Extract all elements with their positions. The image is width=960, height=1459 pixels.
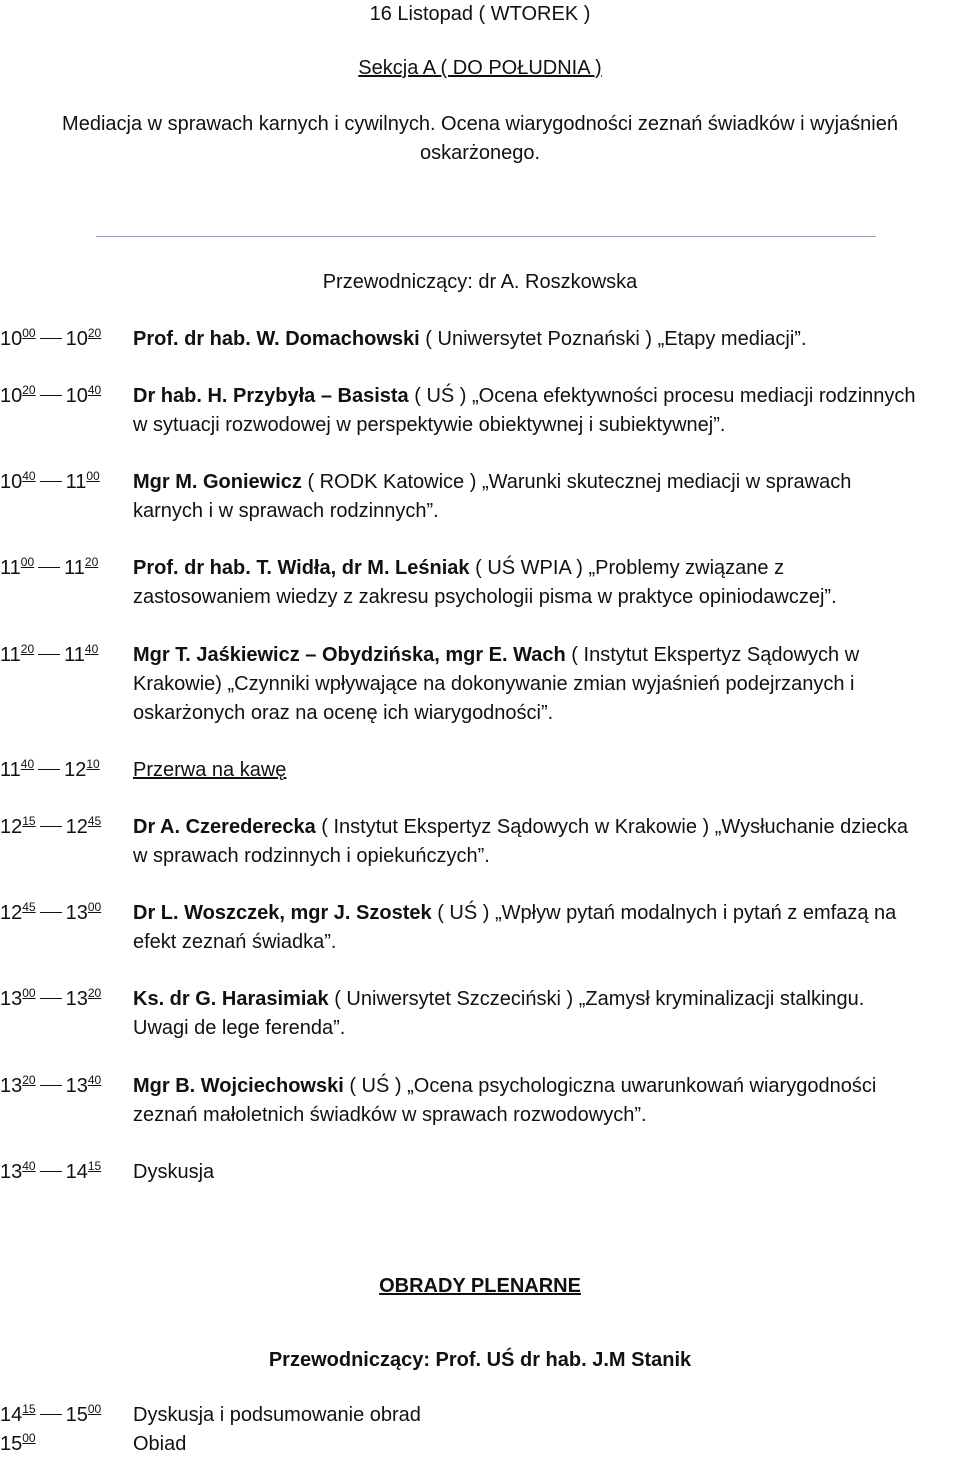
talk-line — [133, 411, 960, 440]
time-range — [0, 468, 130, 497]
time-range — [0, 1430, 130, 1459]
talk-details — [133, 1072, 960, 1130]
speaker-name: Dr A. Czerederecka — [133, 816, 316, 838]
end-hour: 15 — [65, 1404, 88, 1426]
time-dash — [40, 338, 62, 339]
end-minutes: 10 — [86, 757, 100, 771]
time-range — [0, 899, 130, 928]
speaker-name: Ks. dr G. Harasimiak — [133, 988, 329, 1010]
talk-title-cont: Uwagi de lege ferenda”. — [133, 1017, 346, 1039]
time-range — [0, 1072, 130, 1101]
plenary-item-text: Dyskusja i podsumowanie obrad — [133, 1404, 421, 1426]
start-hour: 13 — [0, 1161, 23, 1183]
start-minutes: 20 — [20, 642, 35, 656]
start-hour: 11 — [0, 644, 21, 666]
talk-title-cont: oskarżonych oraz na ocenę ich wiarygodności”. — [133, 702, 554, 724]
speaker-name: Mgr T. Jaśkiewicz – Obydzińska, mgr E. Wach — [133, 644, 566, 666]
time-dash — [40, 481, 62, 482]
time-range — [0, 756, 130, 785]
end-minutes: 40 — [87, 1073, 102, 1087]
time-range — [0, 325, 130, 354]
talk-title-cont: zeznań małoletnich świadków w sprawach rozwodowych”. — [133, 1104, 647, 1126]
start-hour: 10 — [0, 328, 23, 350]
time-range — [0, 1158, 130, 1187]
time-dash — [40, 826, 62, 827]
talk-title-cont: w sprawach rodzinnych i opiekuńczych”. — [133, 845, 490, 867]
talk-line — [133, 468, 960, 497]
talk-title-cont: efekt zeznań świadka”. — [133, 931, 337, 953]
speaker-name: Dr hab. H. Przybyła – Basista — [133, 385, 409, 407]
end-hour: 12 — [64, 759, 87, 781]
talk-title: ( UŚ WPIA ) „Problemy związane z — [475, 557, 785, 579]
start-minutes: 20 — [22, 383, 36, 397]
start-hour: 10 — [0, 471, 23, 493]
talk-title-cont: Krakowie) „Czynniki wpływające na dokonywanie zmian wyjaśnień podejrzanych i — [133, 673, 855, 695]
end-hour: 14 — [65, 1161, 88, 1183]
divider-line — [96, 236, 876, 237]
talk-line — [133, 1072, 960, 1101]
end-hour: 13 — [65, 988, 88, 1010]
talk-line — [133, 497, 960, 526]
time-range — [0, 813, 130, 842]
talk-line — [133, 899, 960, 928]
talk-line — [133, 1014, 960, 1043]
talk-line — [133, 1101, 960, 1130]
talk-line — [133, 1158, 960, 1187]
talk-line — [133, 928, 960, 957]
end-hour: 13 — [65, 902, 88, 924]
talk-title: ( Uniwersytet Poznański ) „Etapy mediacji”. — [425, 328, 807, 350]
start-minutes: 15 — [22, 1402, 36, 1416]
end-minutes: 20 — [87, 326, 102, 340]
talk-title: ( Uniwersytet Szczeciński ) „Zamysł kryminalizacji stalkingu. — [334, 988, 865, 1010]
talk-details — [133, 554, 960, 612]
start-minutes: 40 — [20, 757, 35, 771]
start-minutes: 00 — [22, 326, 36, 340]
page-date-heading: 16 Listopad ( WTOREK ) — [369, 3, 591, 25]
time-dash — [40, 998, 62, 999]
start-hour: 15 — [0, 1433, 23, 1455]
start-minutes: 15 — [22, 814, 36, 828]
start-hour: 12 — [0, 902, 23, 924]
time-dash — [40, 912, 62, 913]
end-minutes: 20 — [84, 555, 99, 569]
time-dash — [40, 1085, 62, 1086]
talk-line — [133, 842, 960, 871]
section-heading: Sekcja A ( DO POŁUDNIA ) — [358, 57, 602, 79]
plenary-item-text: Obiad — [133, 1433, 187, 1455]
start-minutes: 20 — [22, 1073, 36, 1087]
talk-details — [133, 1158, 960, 1187]
talk-line — [133, 583, 960, 612]
start-minutes: 00 — [20, 555, 35, 569]
speaker-name: Mgr M. Goniewicz — [133, 471, 302, 493]
talk-title-cont: w sytuacji rozwodowej w perspektywie obiektywnej i subiektywnej”. — [133, 414, 726, 436]
speaker-name: Mgr B. Wojciechowski — [133, 1075, 344, 1097]
plenary-chair: Przewodniczący: Prof. UŚ dr hab. J.M Stanik — [268, 1349, 692, 1371]
talk-title: Przerwa na kawę — [133, 759, 287, 781]
start-hour: 10 — [0, 385, 23, 407]
end-minutes: 00 — [87, 1402, 102, 1416]
start-minutes: 40 — [22, 1159, 36, 1173]
start-minutes: 00 — [22, 986, 36, 1000]
time-dash — [38, 567, 60, 568]
talk-line — [133, 699, 960, 728]
talk-line — [133, 670, 960, 699]
start-hour: 13 — [0, 1075, 23, 1097]
talk-details — [133, 325, 960, 354]
talk-details — [133, 756, 960, 785]
time-dash — [38, 769, 60, 770]
talk-line — [133, 554, 960, 583]
speaker-name: Prof. dr hab. W. Domachowski — [133, 328, 420, 350]
start-minutes: 45 — [22, 900, 36, 914]
start-hour: 11 — [0, 759, 21, 781]
talk-title-cont: karnych i w sprawach rodzinnych”. — [133, 500, 439, 522]
talk-line — [133, 813, 960, 842]
talk-title: ( UŚ ) „Ocena psychologiczna uwarunkowań wiarygodności — [349, 1075, 877, 1097]
time-range — [0, 641, 130, 670]
talk-title: Dyskusja — [133, 1161, 215, 1183]
end-minutes: 15 — [87, 1159, 102, 1173]
start-hour: 13 — [0, 988, 23, 1010]
end-minutes: 40 — [87, 383, 102, 397]
talk-details — [133, 641, 960, 728]
session-theme-line-2: oskarżonego. — [419, 142, 541, 164]
talk-details — [133, 382, 960, 440]
talk-line — [133, 756, 960, 785]
end-minutes: 00 — [86, 469, 100, 483]
talk-title: ( UŚ ) „Wpływ pytań modalnych i pytań z emfazą na — [437, 902, 897, 924]
talk-details — [133, 985, 960, 1043]
session-theme-line-1: Mediacja w sprawach karnych i cywilnych. Ocena wiarygodności zeznań świadków i wyjaśnień — [62, 113, 898, 135]
talk-line — [133, 641, 960, 670]
start-hour: 14 — [0, 1404, 23, 1426]
talk-title: ( UŚ ) „Ocena efektywności procesu mediacji rodzinnych — [414, 385, 916, 407]
speaker-name: Dr L. Woszczek, mgr J. Szostek — [133, 902, 432, 924]
time-dash — [40, 1414, 62, 1415]
start-hour: 12 — [0, 816, 23, 838]
end-hour: 10 — [65, 385, 88, 407]
talk-title: ( RODK Katowice ) „Warunki skutecznej mediacji w sprawach — [307, 471, 852, 493]
talk-details — [133, 468, 960, 526]
plenary-heading: OBRADY PLENARNE — [379, 1275, 581, 1297]
end-hour: 13 — [65, 1075, 88, 1097]
talk-details — [133, 899, 960, 957]
time-range — [0, 985, 130, 1014]
talk-title-cont: zastosowaniem wiedzy z zakresu psychologii pisma w praktyce opiniodawczej”. — [133, 586, 837, 608]
time-dash — [38, 654, 60, 655]
talk-details — [133, 813, 960, 871]
end-hour: 11 — [64, 557, 85, 579]
talk-title: ( Instytut Ekspertyz Sądowych w — [571, 644, 860, 666]
time-range — [0, 382, 130, 411]
start-hour: 11 — [0, 557, 21, 579]
end-minutes: 00 — [87, 900, 102, 914]
start-minutes: 00 — [22, 1431, 36, 1445]
time-dash — [40, 1171, 62, 1172]
end-minutes: 20 — [87, 986, 102, 1000]
time-range — [0, 554, 130, 583]
end-hour: 11 — [64, 644, 85, 666]
end-hour: 10 — [65, 328, 88, 350]
talk-title: ( Instytut Ekspertyz Sądowych w Krakowie ) „Wysłuchanie dziecka — [321, 816, 908, 838]
start-minutes: 40 — [22, 469, 36, 483]
talk-line — [133, 985, 960, 1014]
time-range — [0, 1401, 130, 1430]
session-chair: Przewodniczący: dr A. Roszkowska — [322, 271, 638, 293]
time-dash — [40, 395, 62, 396]
end-hour: 11 — [65, 471, 87, 493]
speaker-name: Prof. dr hab. T. Widła, dr M. Leśniak — [133, 557, 470, 579]
end-hour: 12 — [65, 816, 88, 838]
talk-line — [133, 382, 960, 411]
end-minutes: 40 — [84, 642, 99, 656]
end-minutes: 45 — [87, 814, 102, 828]
talk-line — [133, 325, 960, 354]
